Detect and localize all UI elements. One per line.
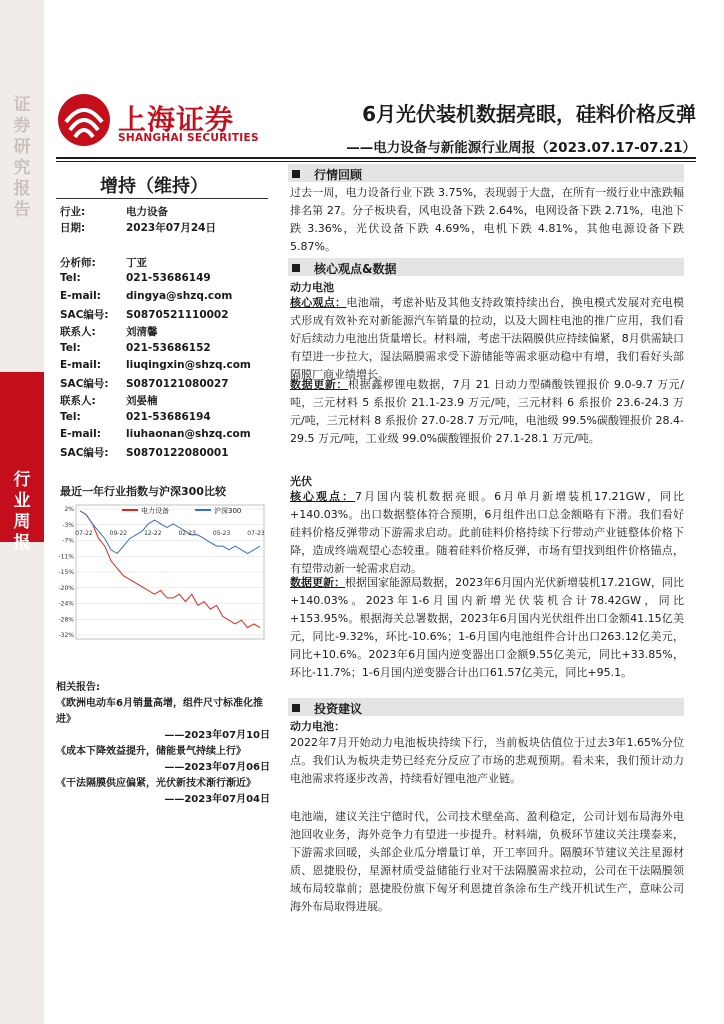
investment-para-1: 2022年7月开始动力电池板块持续下行，当前板块估值位于过去3年1.65%分位点。我们认为板块走势已经充分反应了市场的悲观预期。看未来，我们预计动力电池需求将逐步改善，持续看好锂电池产业链。: [290, 736, 684, 785]
analyst-row[interactable]: E-mail: dingya@shzq.com: [60, 289, 233, 302]
pv-data-update: 数据更新：根据国家能源局数据，2023年6月国内光伏新增装机17.21GW，同比+140.03%。2023年1-6月国内新增光伏装机合计78.42GW，同比+153.95%。根据海关总署数据，2023年6月国内光伏组件出口金额41.15亿美元，同比-9.32%，环比-10.6%；1-6月国内电池组件合计出口263.12亿美元，同比+10.6%。2023年6月国内逆变器出口金额9.55亿美元，同比+33.85%，环比-11.7%；1-6月国内逆变器合计出口61.57亿美元，同比+95.1。: [290, 576, 685, 679]
analyst-row[interactable]: E-mail: liuhaonan@shzq.com: [60, 428, 251, 440]
related-reports: [56, 680, 270, 808]
meta-industry: 行业: 电力设备: [60, 206, 168, 218]
series-line-power-equipment: [80, 511, 260, 628]
x-tick-label: 09-22: [109, 530, 128, 537]
analyst-row: Tel: 021-53686149: [60, 272, 211, 285]
series-line-hs300: [80, 511, 260, 554]
x-tick-label: 07-23: [247, 530, 265, 537]
related-report-title[interactable]: 《成本下降效益提升，储能景气持续上行》: [56, 746, 246, 757]
company-logo: [56, 92, 260, 152]
section-heading-investment: 投资建议: [292, 700, 362, 717]
sidebar-report-type: 证券研究报告: [13, 95, 31, 220]
title-divider-thin: [56, 161, 696, 162]
analyst-row: Tel: 021-53686152: [60, 341, 211, 354]
index-comparison-chart: [56, 499, 270, 645]
legend-item-hs300: 沪深300: [195, 506, 241, 516]
analyst-row: 分析师: 丁亚: [60, 257, 147, 269]
related-report-title[interactable]: 《欧洲电动车6月销量高增，组件尺寸标准化推进》: [56, 698, 263, 725]
pv-core-view: 核心观点：7月国内装机数据亮眼。6月单月新增装机17.21GW，同比+140.03%。出口数据整体符合预期，6月组件出口总金额略有下滑。我们看好硅料价格反弹带动下游需求启动。此前硅料价格持续下行带动产业链整体价格下降，造成终端观望心态较重。随着硅料价格反弹，市场有望找到组件价格锚点，有望带动新一轮需求启动。: [290, 490, 685, 575]
rating-divider: [56, 198, 268, 199]
related-report-date: ——2023年07月10日: [164, 730, 270, 741]
related-reports-heading: 相关报告:: [56, 682, 100, 693]
related-report-title[interactable]: 《干法隔膜供应偏紧，光伏新技术渐行渐近》: [56, 778, 256, 789]
subheading-investment-battery: 动力电池：: [290, 720, 345, 733]
related-report-date: ——2023年07月04日: [164, 794, 270, 805]
analyst-row[interactable]: E-mail: liuqingxin@shzq.com: [60, 358, 251, 371]
logo-cn: 上海证券: [118, 103, 235, 136]
sidebar-weekly-label: 行业周报: [13, 470, 31, 553]
y-tick-label: -32%: [58, 632, 74, 639]
report-subtitle: ——电力设备与新能源行业周报（2023.07.17-07.21）: [346, 140, 696, 156]
chart-title: 最近一年行业指数与沪深300比较: [60, 485, 226, 498]
x-tick-label: 12-22: [144, 530, 162, 537]
battery-core-view: 核心观点：电池端，考虑补贴及其他支持政策持续出台，换电模式发展对充电模式形成有效补充对新能源汽车销量的拉动，以及大圆柱电池的推广应用，我们看好后续动力电池出货量增长。材料端，考虑干法隔膜供应持续偏紧，8月供需缺口有望进一步拉大，湿法隔膜需求受下游储能等需求驱动稳中有增，我们看好头部隔膜厂商业绩增长。: [290, 296, 685, 381]
x-tick-label: 07-22: [75, 530, 93, 537]
y-tick-label: -20%: [58, 584, 74, 592]
analyst-row: SAC编号: S0870122080001: [60, 447, 229, 460]
meta-date: 日期: 2023年07月24日: [60, 222, 216, 234]
y-tick-label: -15%: [58, 569, 74, 576]
y-tick-label: -11%: [58, 553, 74, 561]
subheading-pv: 光伏: [290, 475, 312, 488]
logo-en: SHANGHAI SECURITIES: [118, 132, 259, 144]
subheading-battery: 动力电池: [290, 281, 334, 294]
battery-data-update: 数据更新：根据鑫椤锂电数据，7月 21 日动力型磷酸铁锂报价 9.0-9.7 万元/吨，三元材料 5 系报价 21.1-23.9 万元/吨，三元材料 6 系报价 23.6-24.3 万元/吨，三元材料 8 系报价 27.0-28.7 万元/吨，电池级 99.5%碳酸锂报价 28.4-29.5 万元/吨，工业级 99.0%碳酸锂报价 27.1-28.1 万元/吨。: [290, 378, 684, 445]
investment-para-2: 电池端，建议关注宁德时代，公司技术壁垒高、盈利稳定，公司计划布局海外电池回收业务，海外竞争力有望进一步提升。材料端，负极环节建议关注璞泰来，下游需求回暖，头部企业瓜分增量订单，开工率回升。隔膜环节建议关注星源材质、恩捷股份，星源材质受益储能行业对干法隔膜需求拉动，公司在干法隔膜领域布局较靠前；恩捷股份旗下匈牙利恩捷首条涂布生产线开机试生产，意味公司海外布局取得进展。: [290, 810, 684, 913]
chart-legend: [122, 506, 241, 516]
analyst-row: 联系人: 刘清馨: [60, 326, 158, 339]
rating: 增持（维持）: [100, 176, 208, 197]
analyst-row: Tel: 021-53686194: [60, 410, 211, 423]
title-divider: [56, 157, 696, 159]
section-heading-core-views: 核心观点&数据: [292, 260, 396, 277]
y-tick-label: 2%: [64, 506, 74, 513]
y-tick-label: -3%: [62, 521, 74, 529]
section-heading-market-review: 行情回顾: [292, 166, 362, 183]
sidebar: [0, 0, 44, 1024]
analyst-row: SAC编号: S0870121080027: [60, 378, 229, 391]
y-tick-label: -7%: [62, 537, 74, 545]
analyst-row: SAC编号: S0870521110002: [60, 308, 229, 321]
x-tick-label: 02-23: [178, 530, 196, 537]
analyst-row: 联系人: 刘晏楠: [60, 395, 158, 408]
related-report-date: ——2023年07月06日: [164, 762, 270, 773]
y-tick-label: -24%: [58, 600, 74, 608]
report-title: 6月光伏装机数据亮眼，硅料价格反弹: [362, 102, 696, 126]
logo-mark-icon: [56, 92, 112, 148]
x-tick-label: 05-23: [212, 530, 231, 537]
legend-item-power: 电力设备: [122, 506, 169, 516]
y-tick-label: -28%: [58, 616, 74, 624]
market-review-text: 过去一周，电力设备行业下跌 3.75%，表现弱于大盘，在所有一级行业中涨跌幅排名第 27。分子板块看，风电设备下跌 2.64%，电网设备下跌 2.71%，电池下跌 3.36%，光伏设备下跌 4.69%，电机下跌 4.81%，其他电源设备下跌 5.87%。: [290, 186, 684, 253]
